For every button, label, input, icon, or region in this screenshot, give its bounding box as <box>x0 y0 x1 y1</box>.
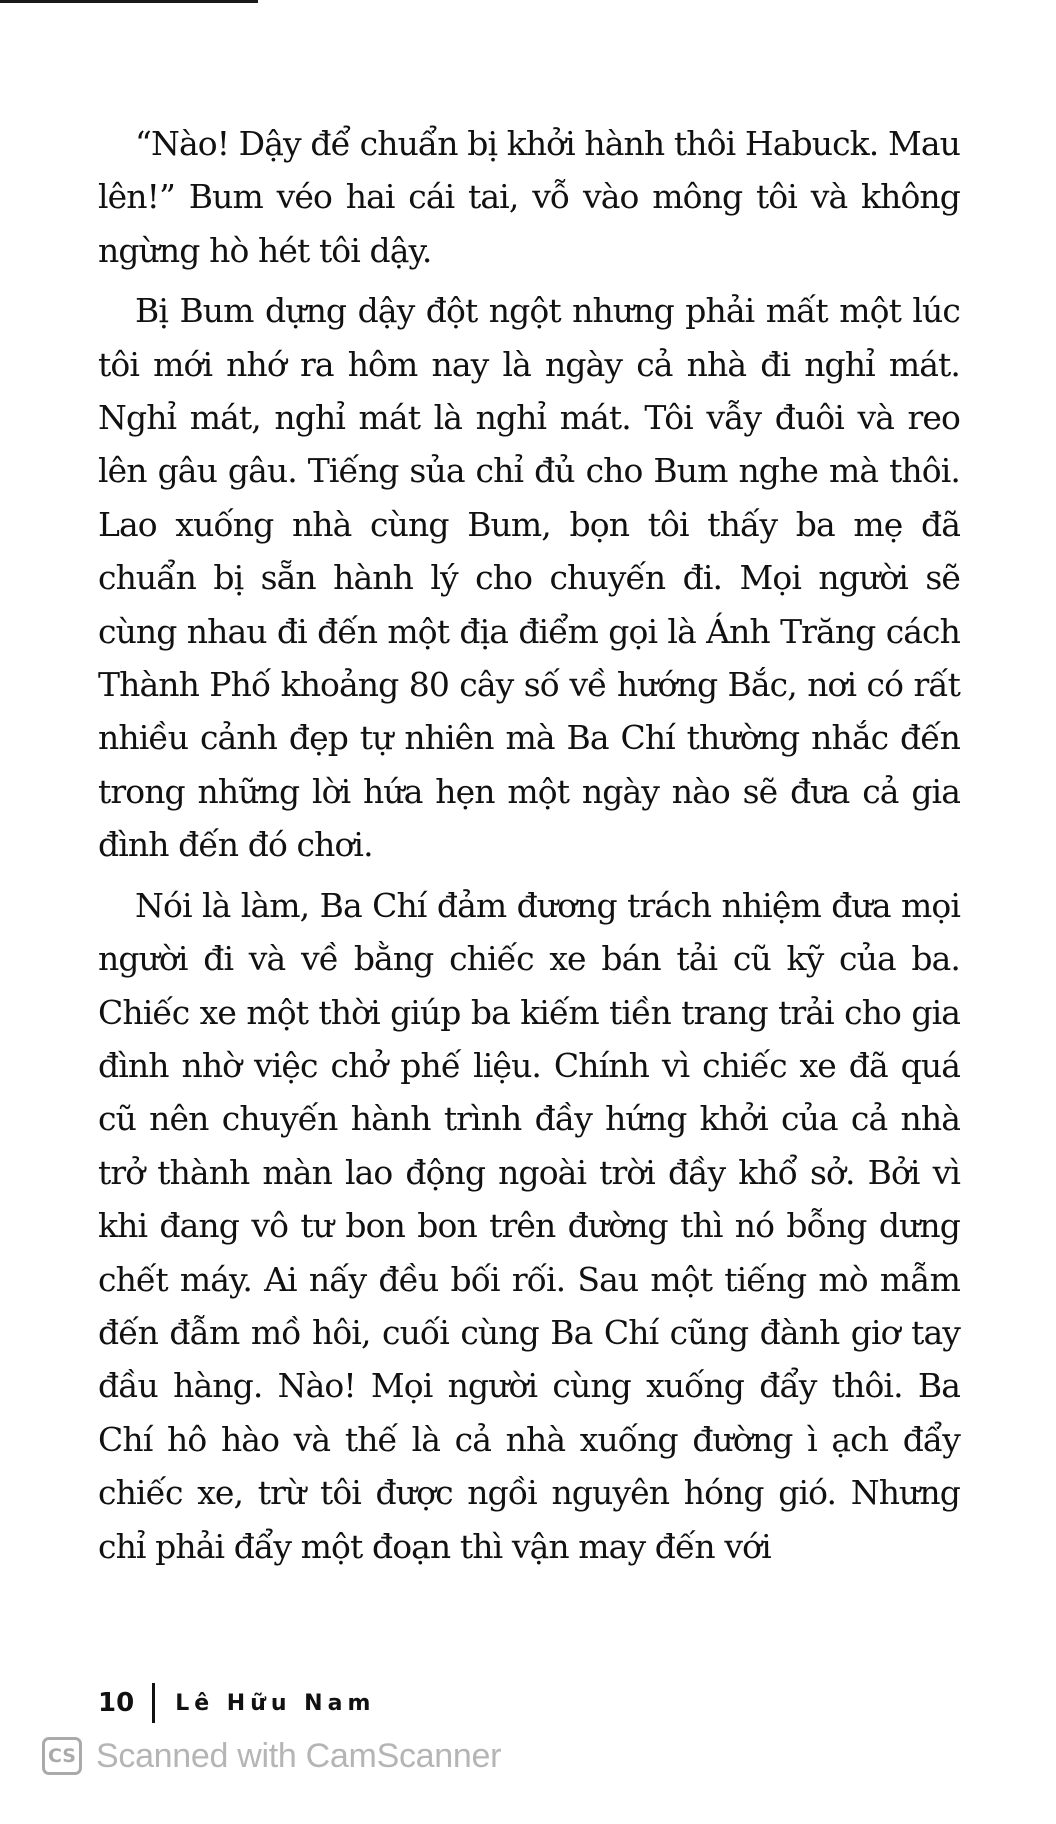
camscanner-logo-icon: CS <box>42 1737 82 1775</box>
page-number: 10 <box>98 1688 135 1718</box>
paragraph-2: Bị Bum dựng dậy đột ngột nhưng phải mất một lúc tôi mới nhớ ra hôm nay là ngày cả nhà đi nghỉ mát. Nghỉ mát, nghỉ mát là nghỉ mát. Tôi vẫy đuôi và reo lên gâu gâu. Tiếng sủa chỉ đủ cho Bum nghe mà thôi. Lao xuống nhà cùng Bum, bọn tôi thấy ba mẹ đã chuẩn bị sẵn hành lý cho chuyến đi. Mọi người sẽ cùng nhau đi đến một địa điểm gọi là Ánh Trăng cách Thành Phố khoảng 80 cây số về hướng Bắc, nơi có rất nhiều cảnh đẹp tự nhiên mà Ba Chí thường nhắc đến trong những lời hứa hẹn một ngày nào sẽ đưa cả gia đình đến đó chơi. <box>98 291 960 865</box>
watermark-text: Scanned with CamScanner <box>96 1736 502 1775</box>
camscanner-watermark <box>42 1731 501 1781</box>
author-name: Lê Hữu Nam <box>175 1690 376 1716</box>
top-rule <box>0 0 258 3</box>
footer-divider <box>152 1683 155 1723</box>
page-body <box>98 117 960 1580</box>
paragraph-1: “Nào! Dậy để chuẩn bị khởi hành thôi Habuck. Mau lên!” Bum véo hai cái tai, vỗ vào mông tôi và không ngừng hò hét tôi dậy. <box>98 124 960 270</box>
page-footer <box>98 1682 375 1724</box>
paragraph-3: Nói là làm, Ba Chí đảm đương trách nhiệm đưa mọi người đi và về bằng chiếc xe bán tải cũ kỹ của ba. Chiếc xe một thời giúp ba kiếm tiền trang trải cho gia đình nhờ việc chở phế liệu. Chính vì chiếc xe đã quá cũ nên chuyến hành trình đầy hứng khởi của cả nhà trở thành màn lao động ngoài trời đầy khổ sở. Bởi vì khi đang vô tư bon bon trên đường thì nó bỗng dưng chết máy. Ai nấy đều bối rối. Sau một tiếng mò mẫm đến đẫm mồ hôi, cuối cùng Ba Chí cũng đành giơ tay đầu hàng. Nào! Mọi người cùng xuống đẩy thôi. Ba Chí hô hào và thế là cả nhà xuống đường ì ạch đẩy chiếc xe, trừ tôi được ngồi nguyên hóng gió. Nhưng chỉ phải đẩy một đoạn thì vận may đến với <box>98 885 960 1566</box>
